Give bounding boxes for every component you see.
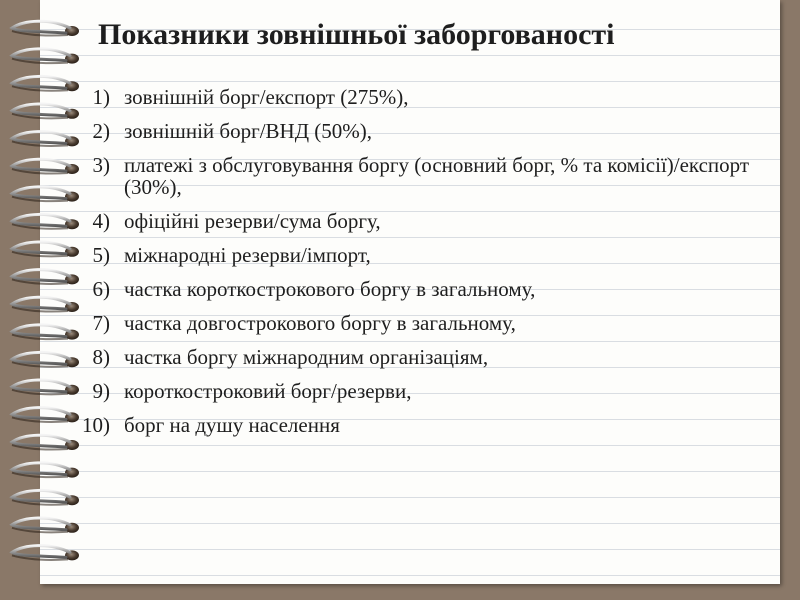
list-item-text: борг на душу населення [124, 413, 340, 437]
list-item [66, 154, 766, 198]
indicator-list [66, 86, 766, 448]
list-item-number: 7) [92, 311, 110, 335]
list-item [66, 86, 766, 108]
list-item-number: 6) [92, 277, 110, 301]
list-item [66, 278, 766, 300]
list-item-text: зовнішній борг/експорт (275%), [124, 85, 409, 109]
list-item-number: 4) [92, 209, 110, 233]
list-item-number: 2) [92, 119, 110, 143]
list-item-number: 3) [92, 153, 110, 177]
list-item-number: 8) [92, 345, 110, 369]
list-item-number: 5) [92, 243, 110, 267]
list-item-text: частка довгострокового боргу в загальному, [124, 311, 516, 335]
list-item-text: частка боргу міжнародним організаціям, [124, 345, 489, 369]
spiral-ring-icon [12, 518, 79, 533]
list-item-number: 1) [92, 85, 110, 109]
spiral-ring-icon [12, 49, 79, 64]
list-item [66, 210, 766, 232]
list-item-number: 10) [82, 413, 110, 437]
spiral-ring-icon [12, 463, 79, 478]
list-item [66, 120, 766, 142]
list-item-text: офіційні резерви/сума боргу, [124, 209, 381, 233]
list-item-text: короткостроковий борг/резерви, [124, 379, 412, 403]
page-title: Показники зовнішньої заборгованості [98, 18, 615, 51]
list-item [66, 312, 766, 334]
spiral-ring-icon [12, 546, 79, 561]
list-item-text: зовнішній борг/ВНД (50%), [124, 119, 373, 143]
list-item [66, 346, 766, 368]
list-item-number: 9) [92, 379, 110, 403]
spiral-ring-icon [12, 490, 79, 505]
list-item [66, 414, 766, 436]
list-item [66, 380, 766, 402]
list-item [66, 244, 766, 266]
list-item-text: міжнародні резерви/імпорт, [124, 243, 371, 267]
list-item-text: частка короткострокового боргу в загальному, [124, 277, 536, 301]
spiral-ring-icon [12, 21, 79, 36]
list-item-text: платежі з обслуговування боргу (основний борг, % та комісії)/експорт (30%), [124, 153, 750, 199]
